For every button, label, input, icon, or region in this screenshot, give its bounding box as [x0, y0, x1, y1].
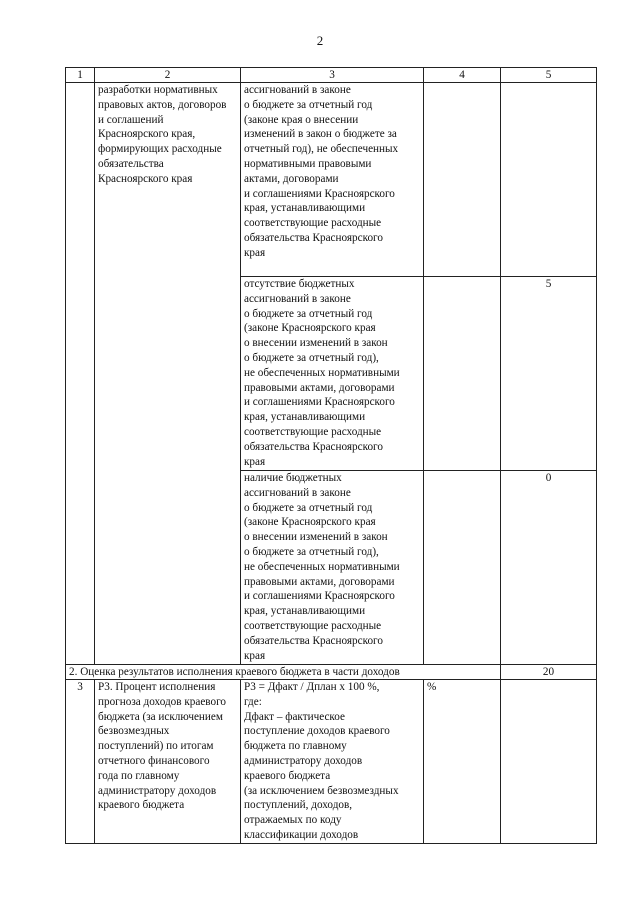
header-col-3: 3: [241, 68, 424, 83]
header-col-2: 2: [95, 68, 241, 83]
header-col-5: 5: [501, 68, 597, 83]
row-number: 3: [66, 680, 95, 844]
table-header-row: [66, 68, 597, 83]
unit-cell: %: [424, 680, 501, 844]
score-cell: 0: [501, 471, 597, 665]
option-text: отсутствие бюджетных ассигнований в законе о бюджете за отчетный год (законе Красноярского края о внесении изменений в закон о бюджете за отчетный год), не обеспеченных нормативными правовыми актами, договорами и соглашениями Красноярского края, устанавливающими соответствующие расходные обязательства Красноярского края: [241, 277, 424, 471]
header-col-1: 1: [66, 68, 95, 83]
section-title: 2. Оценка результатов исполнения краевого бюджета в части доходов: [66, 665, 501, 680]
page-number: 2: [316, 33, 324, 48]
option-text: ассигнований в законе о бюджете за отчетный год (законе края о внесении изменений в закон о бюджете за отчетный год), не обеспеченных нормативными правовыми актами, договорами и соглашениями Красноярского края, устанавливающими соответствующие расходные обязательства Красноярского края: [241, 83, 424, 277]
section-row: [66, 665, 597, 680]
indicator-name: Р3. Процент исполнения прогноза доходов краевого бюджета (за исключением безвозмездных поступлений) по итогам отчетного финансового года по главному администратору доходов краевого бюджета: [95, 680, 241, 844]
formula-cell: Р3 = Дфакт / Дплан х 100 %, где: Дфакт – фактическое поступление доходов краевого бюджета по главному администратору доходов краевого бюджета (за исключением безвозмездных поступлений, доходов, отражаемых по коду классификации доходов: [241, 680, 424, 844]
indicator-name: разработки нормативных правовых актов, договоров и соглашений Красноярского края, формирующих расходные обязательства Красноярского края: [95, 83, 241, 665]
criteria-table: [65, 67, 597, 844]
unit-cell: [424, 277, 501, 471]
option-text: наличие бюджетных ассигнований в законе о бюджете за отчетный год (законе Красноярского края о внесении изменений в закон о бюджете за отчетный год), не обеспеченных нормативными правовыми актами, договорами и соглашениями Красноярского края, устанавливающими соответствующие расходные обязательства Красноярского края: [241, 471, 424, 665]
score-cell: [501, 680, 597, 844]
header-col-4: 4: [424, 68, 501, 83]
section-points: 20: [501, 665, 597, 680]
unit-cell: [424, 471, 501, 665]
row-number: [66, 83, 95, 665]
score-cell: 5: [501, 277, 597, 471]
unit-cell: [424, 83, 501, 277]
table-row: [66, 680, 597, 844]
table-row: [66, 83, 597, 277]
score-cell: [501, 83, 597, 277]
